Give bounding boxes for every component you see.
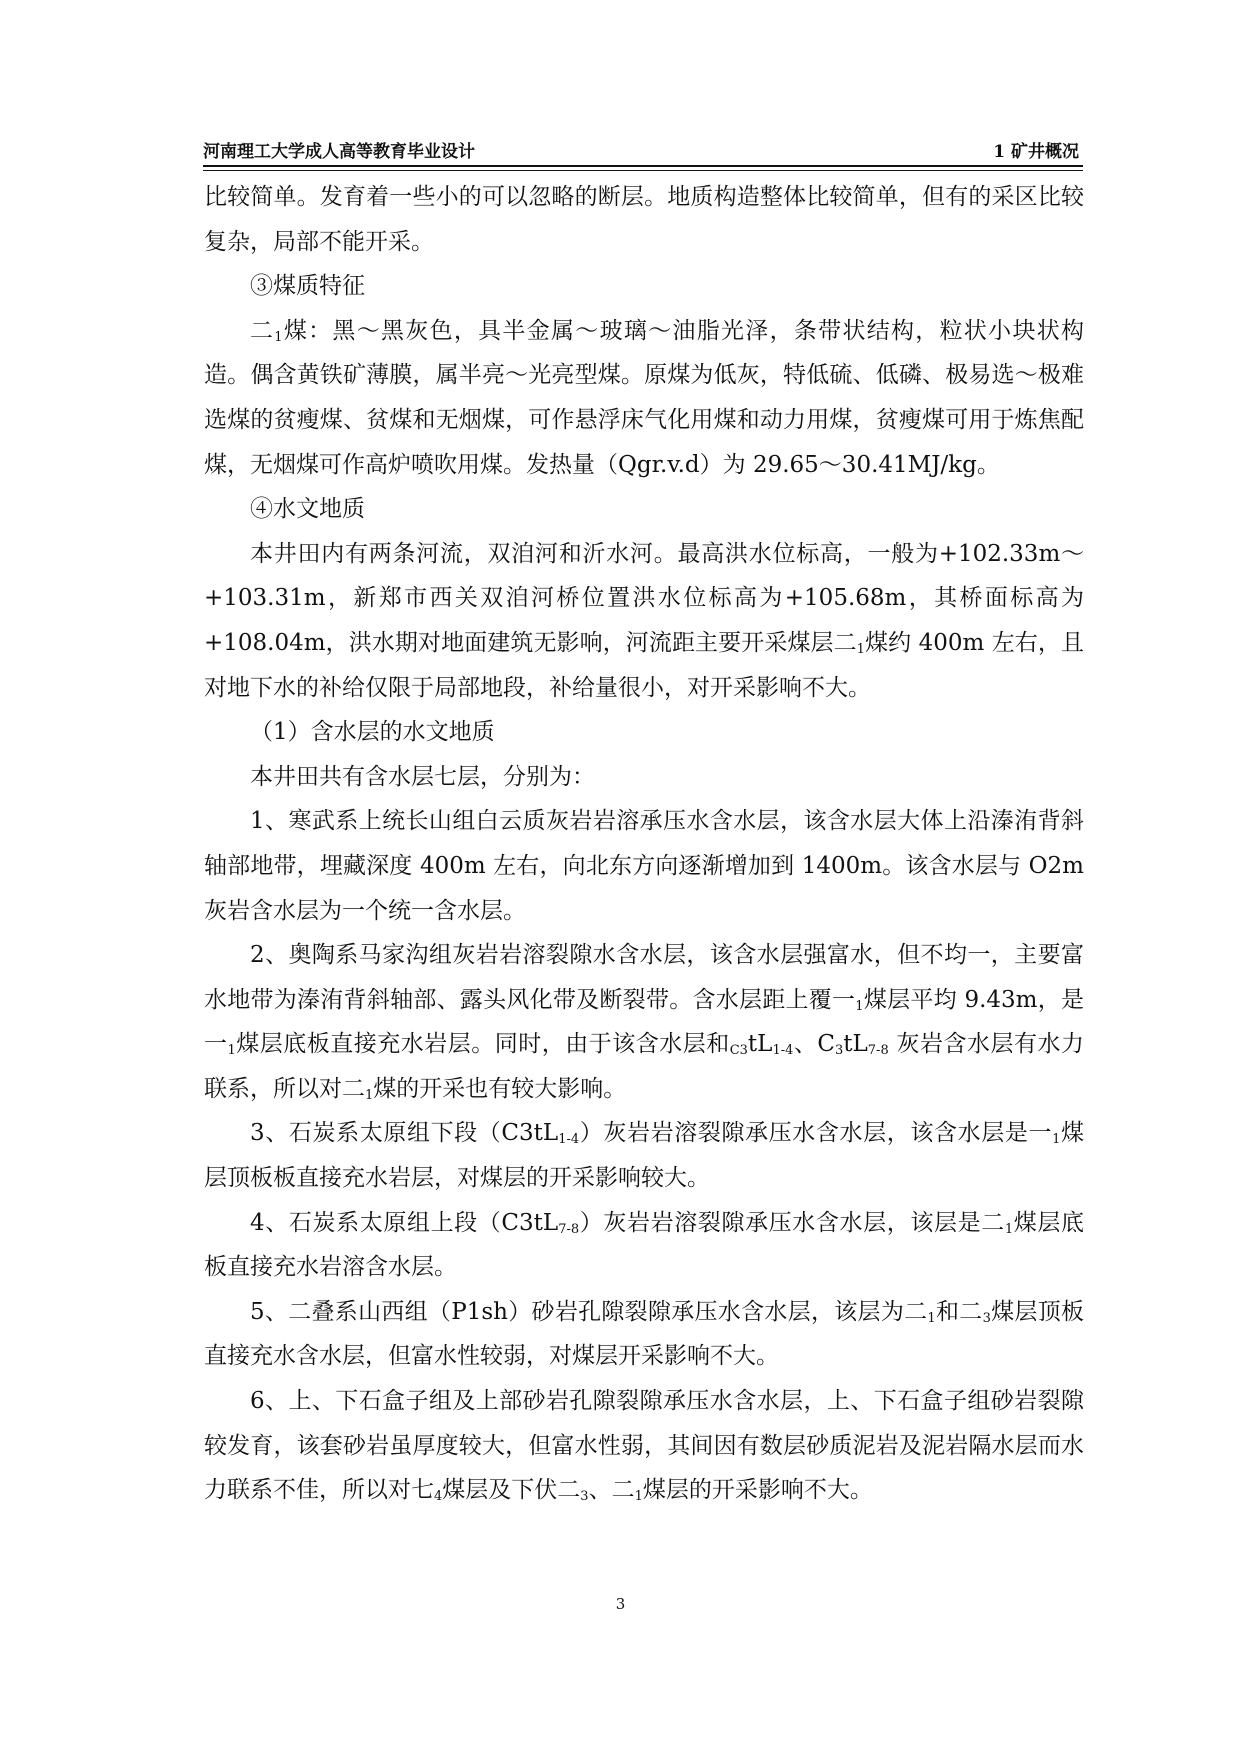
paragraph-1: 比较简单。发育着一些小的可以忽略的断层。地质构造整体比较简单，但有的采区比较复杂，局部不能开采。 [204, 184, 1084, 255]
list-item-6: 6、上、下石盒子组及上部砂岩孔隙裂隙承压水含水层，上、下石盒子组砂岩裂隙较发育，该套砂岩虽厚度较大，但富水性弱，其间因有数层砂质泥岩及泥岩隔水层而水力联系不佳，所以对七$_4$煤层及下伏二$_3$、二$_1$煤层的开采影响不大。 [204, 1388, 1084, 1505]
heading-coal-quality: ③煤质特征 [250, 273, 365, 300]
header-rule [203, 170, 1083, 171]
list-item-2: 2、奥陶系马家沟组灰岩岩溶裂隙水含水层，该含水层强富水，但不均一，主要富水地带为溱洧背斜轴部、露头风化带及断裂带。含水层距上覆一$_1$煤层平均 9.43m，是一$_1$煤层底板直接充水岩层。同时，由于该含水层和$_{C3}tL_{1-4}$、$C_3tL_{7-8}$ 灰岩含水层有水力联系，所以对二$_1$煤的开采也有较大影响。 [204, 942, 1084, 1103]
page-header [203, 135, 1083, 167]
list-item-3: 3、石炭系太原组下段$(C3tL_{1-4})$灰岩岩溶裂隙承压水含水层，该含水层是一$_1$煤层顶板板直接充水岩层，对煤层的开采影响较大。 [204, 1120, 1085, 1192]
heading-aquifer: （1）含水层的水文地质 [250, 719, 495, 746]
list-item-5: 5、二叠系山西组（P1sh）砂岩孔隙裂隙承压水含水层，该层为二$_1$和二$_3$煤层顶板直接充水含水层，但富水性较弱，对煤层开采影响不大。 [204, 1298, 1085, 1370]
list-item-4: 4、石炭系太原组上段$(C3tL_{7-8})$灰岩岩溶裂隙承压水含水层，该层是二$_1$煤层底板直接充水岩溶含水层。 [204, 1209, 1085, 1281]
list-item-1: 1、寒武系上统长山组白云质灰岩岩溶承压水含水层，该含水层大体上沿溱洧背斜轴部地带，埋藏深度 400m 左右，向北东方向逐渐增加到 1400m。该含水层与 O2m 灰岩含水层为一个统一含水层。 [204, 808, 1084, 924]
page-number: 3 [615, 1595, 626, 1613]
paragraph-aquifer-count: 本井田共有含水层七层，分别为： [250, 763, 595, 790]
header-title: 河南理工大学成人高等教育毕业设计 [203, 142, 475, 162]
paragraph-rivers: 本井田内有两条河流，双洎河和沂水河。最高洪水位标高，一般为+102.33m～+103.31m，新郑市西关双洎河桥位置洪水位标高为+105.68m，其桥面标高为+108.04m，洪水期对地面建筑无影响，河流距主要开采煤层二$_1$煤约 400m 左右，且对地下水的补给仅限于局部地段，补给量很小，对开采影响不大。 [204, 540, 1084, 701]
heading-hydrogeology: ④水文地质 [250, 496, 365, 523]
paragraph-coal-quality: 二$_1$煤：黑～黑灰色，具半金属～玻璃～油脂光泽，条带状结构，粒状小块状构造。偶含黄铁矿薄膜，属半亮～光亮型煤。原煤为低灰，特低硫、低磷、极易选～极难选煤的贫瘦煤、贫煤和无烟煤，可作悬浮床气化用煤和动力用煤，贫瘦煤可用于炼焦配煤，无烟煤可作高炉喷吹用煤。发热量（Qgr.v.d）为 29.65～30.41MJ/kg。 [204, 317, 1085, 478]
document-body [204, 175, 1084, 1513]
header-chapter: 1 矿井概况 [993, 142, 1079, 162]
